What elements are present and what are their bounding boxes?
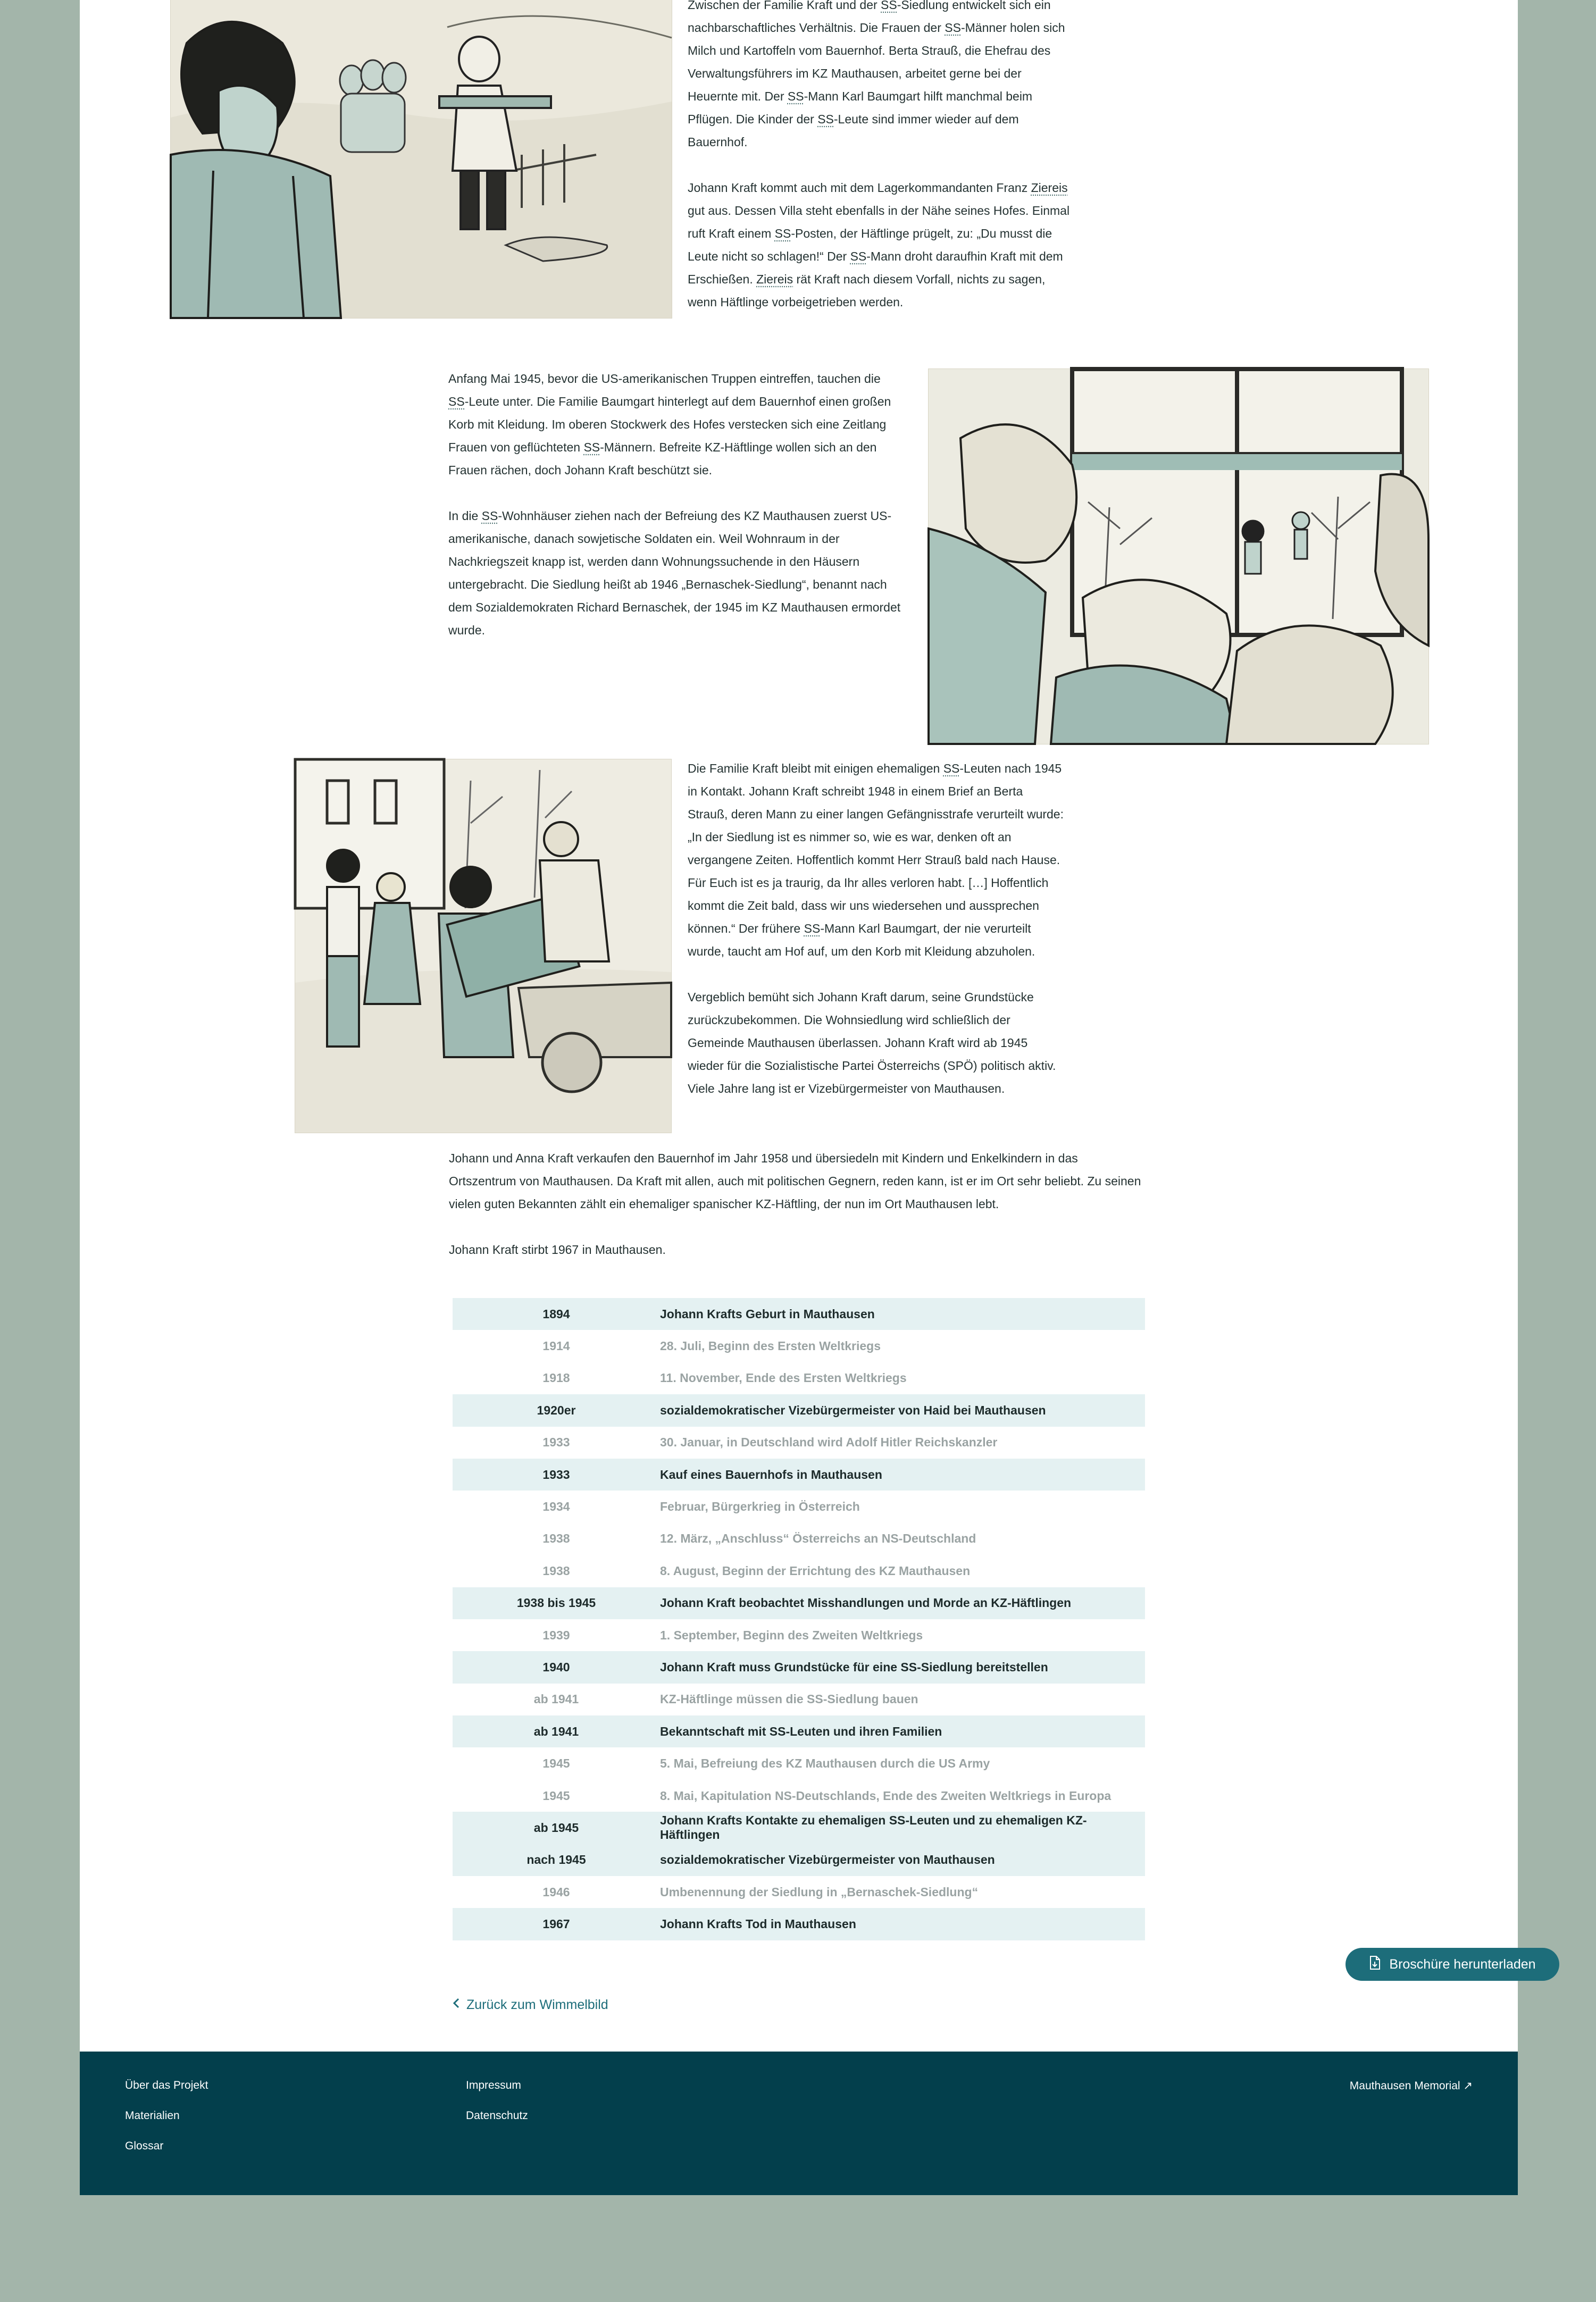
timeline-row [453,1747,1145,1779]
timeline-year: 1938 [542,1531,570,1546]
paragraph: Zwischen der Familie Kraft und der SS-Siedlung entwickelt sich ein nachbarschaftliches Verhältnis. Die Frauen der SS-Männer holen sich Milch und Kartoffeln vom Bauernhof. Berta Strauß, die Ehefrau des Verwaltungsführers im KZ Mauthausen, arbeitet gerne bei der Heuernte mit. Der SS-Mann Karl Baumgart hilft manchmal beim Pflügen. Die Kinder der SS-Leute sind immer wieder auf dem Bauernhof. [688,0,1071,154]
timeline-event: Johann Krafts Tod in Mauthausen [660,1917,856,1931]
timeline-event: 12. März, „Anschluss“ Österreichs an NS-Deutschland [660,1531,976,1546]
paragraph: Die Familie Kraft bleibt mit einigen ehemaligen SS-Leuten nach 1945 in Kontakt. Johann Kraft schreibt 1948 in einem Brief an Berta Strauß, deren Mann zu einer langen Gefängnisstrafe verurteilt wurde: „In der Siedlung ist es nimmer so, wie es war, denken oft an vergangene Zeiten. Hoffentlich kommt Herr Strauß bald nach Hause. Für Euch ist es ja traurig, da Ihr alles verloren habt. […] Hoffentlich kommt die Zeit bald, dass wir uns wiedersehen und aussprechen können.“ Der frühere SS-Mann Karl Baumgart, der nie verurteilt wurde, taucht am Hof auf, um den Korb mit Kleidung abzuholen. [688,761,1064,958]
timeline-event: 28. Juli, Beginn des Ersten Weltkriegs [660,1339,881,1353]
footer-link-privacy[interactable]: Datenschutz [466,2110,528,2122]
footer-link-glossary[interactable]: Glossar [125,2140,164,2152]
timeline-row [453,1780,1145,1812]
chevron-left-icon [453,1997,460,2013]
timeline-event: 8. Mai, Kapitulation NS-Deutschlands, Ende des Zweiten Weltkriegs in Europa [660,1788,1112,1803]
timeline-event: Johann Kraft muss Grundstücke für eine SS-Siedlung bereitstellen [660,1660,1048,1674]
glossary-term-link[interactable]: SS [817,112,834,126]
timeline-year: 1945 [542,1756,570,1771]
footer-link-mauthausen-memorial[interactable]: Mauthausen Memorial ↗ [1349,2080,1473,2092]
comic-image-guard [170,0,672,319]
comic-image-basket [295,759,672,1133]
glossary-term-link[interactable]: SS [774,227,791,240]
paragraph: Johann Kraft stirbt 1967 in Mauthausen. [449,1243,666,1257]
timeline-row [453,1684,1145,1715]
timeline-table [453,1298,1145,1940]
timeline-row [453,1844,1145,1876]
comic-image-window [928,369,1429,744]
timeline-year: 1945 [542,1788,570,1803]
glossary-term-link[interactable]: SS [448,395,465,408]
timeline-year: 1967 [542,1917,570,1931]
timeline-year: ab 1941 [533,1724,579,1738]
paragraph: Johann und Anna Kraft verkaufen den Bauernhof im Jahr 1958 und übersiedeln mit Kindern und Enkelkindern in das Ortszentrum von Mauthausen. Da Kraft mit allen, auch mit politischen Gegnern, reden kann, ist er im Ort sehr beliebt. Zu seinen vielen guten Bekannten zählt ein ehemaliger spanischer KZ-Häftling, der nun im Ort Mauthausen lebt. [449,1151,1141,1211]
timeline-row [453,1330,1145,1362]
timeline-year: 1894 [542,1307,570,1321]
timeline-row [453,1812,1145,1844]
main-card [80,0,1536,2195]
glossary-term-link[interactable]: Ziereis [756,272,793,286]
timeline-year: 1920er [537,1403,576,1417]
back-link-label: Zurück zum Wimmelbild [466,1997,608,2012]
footer-link-materials[interactable]: Materialien [125,2110,180,2122]
text-block-1 [688,0,1071,314]
timeline-row [453,1555,1145,1587]
timeline-row [453,1362,1145,1394]
timeline-year: ab 1941 [533,1692,579,1706]
timeline-row [453,1619,1145,1651]
timeline-year: 1914 [542,1339,570,1353]
glossary-term-link[interactable]: SS [945,21,961,35]
timeline-event: sozialdemokratischer Vizebürgermeister von Mauthausen [660,1853,995,1867]
timeline-event: KZ-Häftlinge müssen die SS-Siedlung bauen [660,1692,918,1706]
timeline-year: 1939 [542,1628,570,1642]
text-block-4 [449,1147,1143,1261]
glossary-term-link[interactable]: SS [850,249,867,263]
timeline-event: 30. Januar, in Deutschland wird Adolf Hitler Reichskanzler [660,1435,998,1450]
glossary-term-link[interactable]: SS [881,0,897,12]
site-footer [80,2052,1518,2195]
download-brochure-button[interactable] [1346,1948,1559,1981]
glossary-term-link[interactable]: SS [787,89,804,103]
timeline-row [453,1587,1145,1619]
timeline-year: ab 1945 [533,1820,579,1835]
timeline-row [453,1715,1145,1747]
timeline-row [453,1298,1145,1330]
footer-link-about[interactable]: Über das Projekt [125,2079,208,2091]
text-block-3 [688,757,1066,1100]
timeline-year: 1946 [542,1885,570,1899]
timeline-row [453,1491,1145,1522]
timeline-row [453,1394,1145,1426]
glossary-term-link[interactable]: SS [481,509,498,523]
timeline-event: Umbenennung der Siedlung in „Bernaschek-Siedlung“ [660,1885,979,1899]
timeline-year: 1940 [542,1660,570,1674]
timeline-event: Johann Krafts Kontakte zu ehemaligen SS-Leuten und zu ehemaligen KZ-Häftlingen [660,1813,1087,1842]
glossary-term-link[interactable]: SS [583,440,600,454]
download-button-label: Broschüre herunterladen [1389,1956,1536,1972]
timeline-year: 1938 [542,1563,570,1578]
paragraph: Johann Kraft kommt auch mit dem Lagerkommandanten Franz Ziereis gut aus. Dessen Villa steht ebenfalls in der Nähe seines Hofes. Einmal ruft Kraft einem SS-Posten, der Häftlinge prügelt, zu: „Du musst die Leute nicht so schlagen!“ Der SS-Mann droht daraufhin Kraft mit dem Erschießen. Ziereis rät Kraft nach diesem Vorfall, nichts zu sagen, wenn Häftlinge vorbeigetrieben werden. [688,181,1070,309]
timeline-event: Bekanntschaft mit SS-Leuten und ihren Familien [660,1724,942,1738]
footer-link-imprint[interactable]: Impressum [466,2079,521,2091]
timeline-row [453,1459,1145,1491]
timeline-row [453,1908,1145,1940]
timeline-event: 8. August, Beginn der Errichtung des KZ Mauthausen [660,1563,971,1578]
timeline-event: sozialdemokratischer Vizebürgermeister von Haid bei Mauthausen [660,1403,1046,1417]
glossary-term-link[interactable]: SS [804,922,821,935]
timeline-year: 1934 [542,1500,570,1514]
document-icon [1369,1956,1381,1973]
paragraph: Vergeblich bemüht sich Johann Kraft darum, seine Grundstücke zurückzubekommen. Die Wohnsiedlung wird schließlich der Gemeinde Mauthausen überlassen. Johann Kraft wird ab 1945 wieder für die Sozialistische Partei Österreichs (SPÖ) politisch aktiv. Viele Jahre lang ist er Vizebürgermeister von Mauthausen. [688,990,1056,1095]
glossary-term-link[interactable]: SS [943,761,960,775]
timeline-row [453,1427,1145,1459]
timeline-event: 1. September, Beginn des Zweiten Weltkriegs [660,1628,923,1642]
timeline-event: 5. Mai, Befreiung des KZ Mauthausen durch die US Army [660,1756,990,1771]
timeline-event: Februar, Bürgerkrieg in Österreich [660,1500,860,1514]
timeline-year: nach 1945 [527,1853,586,1867]
paragraph: In die SS-Wohnhäuser ziehen nach der Befreiung des KZ Mauthausen zuerst US-amerikanische, danach sowjetische Soldaten ein. Weil Wohnraum in der Nachkriegszeit knapp ist, werden dann Wohnungssuchende in den Häusern untergebracht. Die Siedlung heißt ab 1946 „Bernaschek-Siedlung“, benannt nach dem Sozialdemokraten Richard Bernaschek, der 1945 im KZ Mauthausen ermordet wurde. [448,509,901,637]
timeline-row [453,1651,1145,1683]
timeline-year: 1918 [542,1371,570,1385]
timeline-year: 1938 bis 1945 [516,1596,596,1610]
timeline-event: Kauf eines Bauernhofs in Mauthausen [660,1467,882,1481]
timeline-event: 11. November, Ende des Ersten Weltkriegs [660,1371,907,1385]
timeline-row [453,1523,1145,1555]
glossary-term-link[interactable]: Ziereis [1031,181,1068,195]
timeline-row [453,1876,1145,1908]
timeline-event: Johann Krafts Geburt in Mauthausen [660,1307,875,1321]
text-block-2 [448,367,904,642]
timeline-event: Johann Kraft beobachtet Misshandlungen und Morde an KZ-Häftlingen [660,1596,1072,1610]
timeline-year: 1933 [542,1467,570,1481]
back-to-wimmelbild-link[interactable] [453,1994,608,2015]
timeline-year: 1933 [542,1435,570,1450]
paragraph: Anfang Mai 1945, bevor die US-amerikanischen Truppen eintreffen, tauchen die SS-Leute unter. Die Familie Baumgart hinterlegt auf dem Bauernhof einen großen Korb mit Kleidung. Im oberen Stockwerk des Hofes verstecken sich eine Zeitlang Frauen von geflüchteten SS-Männern. Befreite KZ-Häftlinge wollen sich an den Frauen rächen, doch Johann Kraft beschützt sie. [448,372,891,477]
